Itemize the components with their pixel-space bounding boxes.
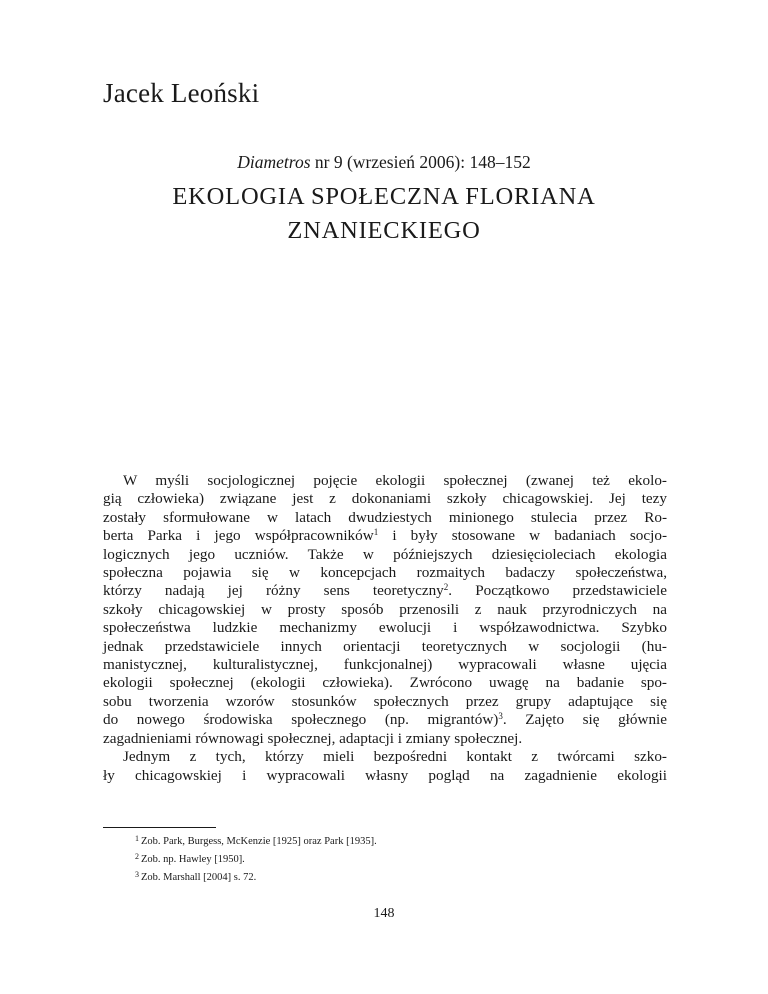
body-line [103, 527, 667, 545]
footnote-number: 2 [135, 852, 139, 861]
body-line: logicznych jego uczniów. Także w późniejszych dziesięcioleciach ekologia [103, 545, 667, 563]
body-line-segment: i były stosowane w badaniach socjo- [378, 527, 668, 545]
body-line-segment: . Zajęto się głównie [502, 711, 668, 729]
body-line: ły chicagowskiej i wypracowali własny pogląd na zagadnienie ekologii [103, 766, 667, 784]
body-line: ekologii społecznej (ekologii człowieka). Zwrócono uwagę na badanie spo- [103, 674, 667, 692]
body-line: jednak przedstawiciele innych orientacji teoretycznych w socjologii (hu- [103, 637, 667, 655]
body-line [103, 582, 667, 600]
body-line: W myśli socjologicznej pojęcie ekologii społecznej (zwanej też ekolo- [123, 472, 667, 489]
footnote [135, 869, 377, 887]
body-line: gią człowieka) związane jest z dokonaniami szkoły chicagowskiej. Jej tezy [103, 490, 667, 508]
journal-name: Diametros [237, 152, 311, 172]
body-line: społeczeństwa ludzkie mechanizmy ewolucji i współzawodnictwa. Szybko [103, 619, 667, 637]
body-line: zostały sformułowane w latach dwudziestych minionego stulecia przez Ro- [103, 508, 667, 526]
author-name: Jacek Leoński [103, 78, 260, 108]
footnotes [135, 833, 377, 887]
body-text [103, 472, 667, 785]
body-line-segment: którzy nadają jej różny sens teoretyczny [103, 582, 444, 600]
footnote [135, 851, 377, 869]
body-line-segment: . Początkowo przedstawiciele [448, 582, 667, 600]
footnote-ref: 1 [373, 527, 379, 538]
footnote [135, 833, 377, 851]
footnote-separator [103, 827, 216, 828]
title-line: ZNANIECKIEGO [287, 217, 481, 244]
body-line-segment: berta Parka i jego współpracowników [103, 527, 374, 545]
body-line: szkoły chicagowskiej w prosty sposób przenosili z nauk przyrodniczych na [103, 600, 667, 618]
body-line: sobu tworzenia wzorów stosunków społecznych przez grupy adaptujące się [103, 692, 667, 710]
citation-details: nr 9 (wrzesień 2006): 148–152 [310, 152, 531, 172]
footnote-number: 3 [135, 870, 139, 879]
title-line: EKOLOGIA SPOŁECZNA FLORIANA [172, 183, 596, 210]
footnote-text: Zob. np. Hawley [1950]. [141, 854, 245, 865]
article-title [0, 180, 768, 248]
footnote-ref: 3 [498, 711, 503, 722]
body-line: manistycznej, kulturalistycznej, funkcjonalnej) wypracowali własne ujęcia [103, 656, 667, 674]
body-line [103, 711, 667, 729]
footnote-text: Zob. Marshall [2004] s. 72. [141, 872, 257, 883]
body-line: Jednym z tych, którzy mieli bezpośredni kontakt z twórcami szko- [123, 748, 667, 766]
footnote-text: Zob. Park, Burgess, McKenzie [1925] oraz Park [1935]. [141, 836, 377, 847]
citation-line [0, 152, 768, 173]
page-number: 148 [373, 906, 395, 921]
body-line: społeczna pojawia się w koncepcjach rozmaitych badaczy społeczeństwa, [103, 564, 667, 582]
body-line: zagadnieniami równowagi społecznej, adaptacji i zmiany społecznej. [103, 729, 523, 747]
body-line-segment: do nowego środowiska społecznego (np. migrantów) [103, 711, 499, 729]
footnote-ref: 2 [443, 582, 449, 593]
footnote-number: 1 [135, 834, 139, 843]
